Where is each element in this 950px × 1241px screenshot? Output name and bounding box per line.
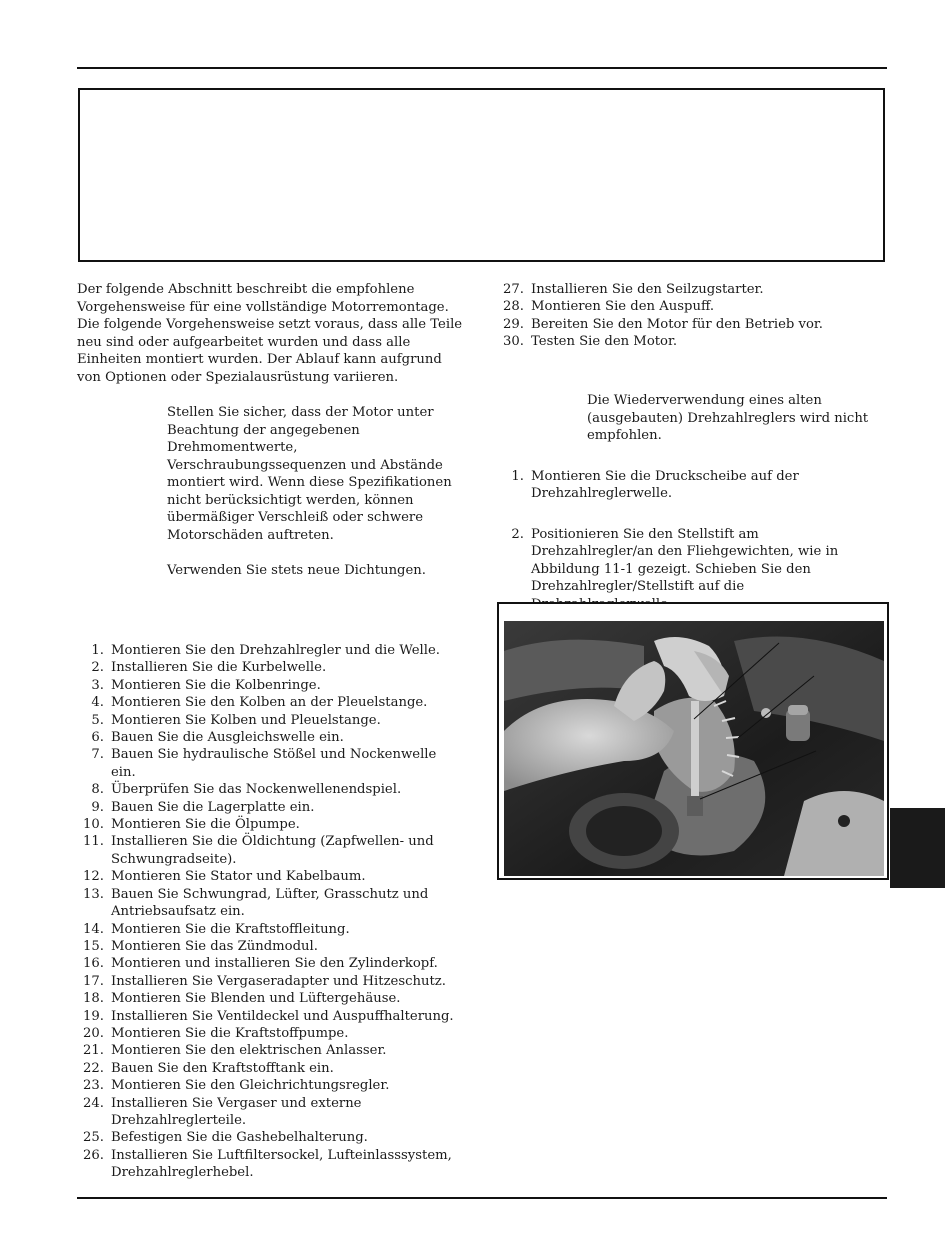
list-item: 28. Montieren Sie den Auspuff.	[503, 299, 715, 315]
list-item: 14. Montieren Sie die Kraftstoffleitung.	[83, 921, 350, 937]
list-item: 10. Montieren Sie die Ölpumpe.	[83, 817, 300, 833]
governor-reuse-note: Die Wiederverwendung eines alten (ausgebauten) Drehzahlreglers wird nicht empfohlen.	[587, 393, 869, 443]
intro-paragraph: Der folgende Abschnitt beschreibt die empfohlene Vorgehensweise für eine vollständige Motorremontage. Die folgende Vorgehensweise setzt voraus, dass alle Teile neu sind oder aufgearbeitet wurden und dass alle Einheiten montiert wurden. Der Ablauf kann aufgrund von Optionen oder Spezialausrüstung variieren.	[77, 282, 463, 385]
list-item: 2. Installieren Sie die Kurbelwelle.	[91, 660, 327, 676]
list-item: 8. Überprüfen Sie das Nockenwellenendspiel.	[91, 782, 402, 798]
list-item: 4. Montieren Sie den Kolben an der Pleuelstange.	[91, 695, 428, 711]
list-item: 21. Montieren Sie den elektrischen Anlasser.	[83, 1043, 387, 1059]
list-item: 6. Bauen Sie die Ausgleichswelle ein.	[91, 730, 344, 746]
list-item: 29. Bereiten Sie den Motor für den Betrieb vor.	[503, 316, 823, 332]
gasket-note: Verwenden Sie stets neue Dichtungen.	[167, 563, 426, 578]
governor-step-1	[498, 468, 878, 503]
list-item: 13. Bauen Sie Schwungrad, Lüfter, Grasschutz und Antriebsaufsatz ein.	[83, 886, 429, 920]
footer-rule	[77, 1197, 887, 1199]
list-item: 9. Bauen Sie die Lagerplatte ein.	[91, 799, 315, 815]
list-item: 18. Montieren Sie Blenden und Lüftergehäuse.	[83, 991, 401, 1007]
list-item: 16. Montieren und installieren Sie den Zylinderkopf.	[83, 956, 438, 972]
list-item: 20. Montieren Sie die Kraftstoffpumpe.	[83, 1025, 349, 1041]
list-item: 1. Montieren Sie die Druckscheibe auf der Drehzahlreglerwelle.	[511, 469, 799, 502]
list-item: 17. Installieren Sie Vergaseradapter und Hitzeschutz.	[83, 973, 446, 989]
list-item: 22. Bauen Sie den Kraftstofftank ein.	[83, 1060, 334, 1076]
list-item: 7. Bauen Sie hydraulische Stößel und Nockenwelle ein.	[91, 747, 437, 780]
list-item: 3. Montieren Sie die Kolbenringe.	[91, 677, 321, 693]
section-header-box	[78, 88, 885, 262]
list-item: 11. Installieren Sie die Öldichtung (Zapfwellen- und Schwungradseite).	[83, 834, 434, 867]
governor-photo-image	[504, 621, 884, 876]
list-item: 19. Installieren Sie Ventildeckel und Auspuffhalterung.	[83, 1008, 454, 1024]
list-item: 26. Installieren Sie Luftfiltersockel, Lufteinlasssystem, Drehzahlreglerhebel.	[83, 1147, 452, 1181]
list-item: 23. Montieren Sie den Gleichrichtungsregler.	[83, 1078, 390, 1094]
list-item: 5. Montieren Sie Kolben und Pleuelstange.	[91, 712, 381, 728]
torque-note: Stellen Sie sicher, dass der Motor unter Beachtung der angegebenen Drehmomentwerte, Verschraubungssequenzen und Abstände montiert wird. Wenn diese Spezifikationen nicht berücksichtigt werden, können übermäßiger Verschleiß oder schwere Motorschäden auftreten.	[167, 405, 452, 543]
assembly-steps-list-continued	[498, 281, 878, 351]
figure-governor-photo	[497, 602, 889, 880]
list-item: 12. Montieren Sie Stator und Kabelbaum.	[83, 869, 366, 885]
governor-step-2	[498, 526, 878, 613]
list-item: 1. Montieren Sie den Drehzahlregler und die Welle.	[91, 643, 440, 658]
header-rule	[77, 67, 887, 69]
list-item: 24. Installieren Sie Vergaser und externe Drehzahlreglerteile.	[83, 1095, 362, 1128]
list-item: 30. Testen Sie den Motor.	[503, 334, 678, 350]
list-item: 15. Montieren Sie das Zündmodul.	[83, 938, 318, 954]
list-item: 2. Positionieren Sie den Stellstift am Drehzahlregler/an den Fliehgewichten, wie in Abbildung 11-1 gezeigt. Schieben Sie den Drehzahlregler/Stellstift auf die	[511, 527, 839, 595]
list-item: 27. Installieren Sie den Seilzugstarter.	[503, 282, 764, 297]
assembly-steps-list	[78, 642, 458, 1182]
list-item: 25. Befestigen Sie die Gashebelhalterung.	[83, 1130, 368, 1146]
section-tab-marker	[890, 808, 945, 888]
